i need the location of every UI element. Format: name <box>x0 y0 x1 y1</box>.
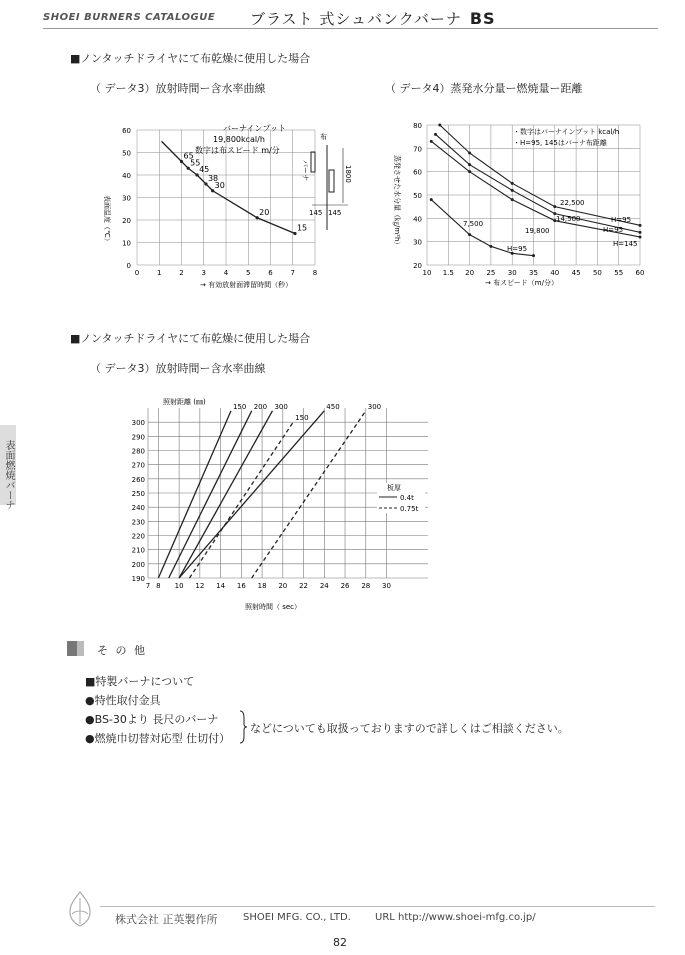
chart1-xtick: 6 <box>268 269 273 277</box>
chart1-xtick: 8 <box>312 269 318 277</box>
chart3-series-label: 150 <box>295 414 309 423</box>
chart3-ytick: 300 <box>131 419 145 428</box>
page-number: 82 <box>333 936 347 949</box>
chart2-xtick: 1.5 <box>442 269 454 277</box>
chart2-point <box>532 254 535 257</box>
chart3-xtick: 22 <box>299 582 309 590</box>
chart2-xtick: 10 <box>422 269 432 277</box>
chart2-point <box>511 189 514 192</box>
chart2-point <box>511 198 514 201</box>
chart1-ytick: 0 <box>126 262 131 270</box>
footer-url: URL http://www.shoei-mfg.co.jp/ <box>375 912 536 923</box>
chart1-point-label: 30 <box>214 180 225 190</box>
chart3-xtick: 30 <box>382 582 391 590</box>
chart3-xtick: 10 <box>174 582 184 590</box>
chart2-point <box>434 133 437 136</box>
chart3-legend-04: 0.4t <box>400 494 414 502</box>
chart3-distance-label: 照射距離 (㎜) <box>163 398 206 406</box>
diagram-burner-top <box>311 152 315 172</box>
chart2-label-h145: H=145 <box>613 240 638 248</box>
chart3-series-label: 200 <box>253 402 268 411</box>
chart3-series-label: 450 <box>326 402 340 411</box>
chart-irradiation <box>115 393 445 618</box>
chart3-series-line <box>179 411 272 578</box>
chart2-point <box>430 198 433 201</box>
page-title <box>250 8 496 29</box>
diagram-burner-label: バーナ <box>301 160 309 181</box>
diagram-w1: 145 <box>309 209 323 217</box>
chart2-ytick: 50 <box>413 192 422 200</box>
chart2-ytick: 30 <box>413 238 422 247</box>
chart3-xtick: 14 <box>216 582 226 590</box>
chart2-series-line <box>436 134 640 232</box>
chart2-point <box>511 182 514 185</box>
chart1-legend-1: バーナインプット <box>223 124 286 133</box>
chart2-xtick: 40 <box>550 269 560 277</box>
chart2-point <box>639 231 642 234</box>
chart3-xtick: 8 <box>156 582 161 590</box>
section2-data3-title: （ データ3）放射時間ー含水率曲線 <box>90 362 266 375</box>
chart1-ytick: 20 <box>122 217 131 225</box>
other-marker-light <box>77 641 84 656</box>
chart2-label-14500: 14,500 <box>556 215 581 223</box>
chart1-legend-3: 数字は布スピード m/分 <box>195 146 280 155</box>
chart2-point <box>553 205 556 208</box>
chart1-xtick: 2 <box>179 269 184 277</box>
chart3-xtick: 7 <box>145 582 151 590</box>
chart3-legend-075: 0.75t <box>400 505 419 513</box>
other-heading: そ の 他 <box>97 644 147 657</box>
diagram-burner-bottom <box>329 170 334 192</box>
chart-drying-time <box>95 115 365 295</box>
chart1-point-label: 38 <box>207 174 219 183</box>
chart3-ytick: 220 <box>131 532 145 541</box>
diagram-cloth-label: 布 <box>320 133 327 141</box>
chart1-points <box>180 152 307 236</box>
other-item-3: ●BS-30より 長尺のバーナ <box>85 713 219 726</box>
chart2-label-7500: 7,500 <box>463 220 484 228</box>
chart1-point-label: 45 <box>199 165 210 174</box>
chart3-ytick: 250 <box>131 490 145 498</box>
product-code: BS <box>469 9 496 28</box>
title-text: ブラスト 式シュバンクバーナ <box>250 10 462 28</box>
header-divider <box>43 28 658 29</box>
chart2-ytick: 80 <box>413 122 422 130</box>
chart1-xtick: 4 <box>223 269 229 277</box>
chart3-xtick: 20 <box>278 582 288 590</box>
chart3-ytick: 240 <box>131 504 145 513</box>
chart3-xtick: 12 <box>195 582 205 590</box>
chart2-point <box>468 163 471 166</box>
chart3-series-line <box>179 411 324 578</box>
chart3-ytick: 280 <box>131 447 145 456</box>
footer-company-en: SHOEI MFG. CO., LTD. <box>243 912 351 923</box>
chart2-legend-2: ・H=95, 145はバーナ布距離 <box>513 139 607 147</box>
chart3-ytick: 270 <box>131 461 145 470</box>
chart1-xtick: 5 <box>246 269 251 277</box>
other-note: などについても取扱っておりますので詳しくはご相談ください。 <box>250 722 569 735</box>
chart2-ylabel: 蒸発させた水分量（㎏/m²h） <box>393 155 401 249</box>
chart2-point <box>438 124 441 127</box>
chart2-xtick: 60 <box>635 269 645 277</box>
chart1-ytick: 10 <box>122 239 131 248</box>
chart3-series-line <box>252 411 366 578</box>
chart2-legend-1: ・数字はバーナインプット kcal/h <box>513 128 620 136</box>
chart2-point <box>468 152 471 155</box>
diagram-w2: 145 <box>328 209 342 217</box>
chart2-xtick: 45 <box>571 269 581 277</box>
chart1-xtick: 1 <box>157 269 162 277</box>
chart2-ytick: 40 <box>413 215 422 224</box>
chart1-ytick: 50 <box>122 149 131 158</box>
other-item-4: ●燃焼巾切替対応型 仕切付） <box>85 732 231 745</box>
company-logo-icon <box>60 890 100 928</box>
chart3-ytick: 260 <box>131 475 145 484</box>
other-item-1: ■特製バーナについて <box>85 675 195 688</box>
chart2-xlabel: → 布スピード（m/分） <box>485 279 558 287</box>
data4-title: （ データ4）蒸発水分量ー燃焼量ー距離 <box>385 82 583 95</box>
chart2-ytick: 20 <box>413 262 422 270</box>
chart1-point-label: 65 <box>183 151 194 161</box>
chart1-xtick: 0 <box>134 269 140 277</box>
chart2-xtick: 20 <box>465 269 475 277</box>
chart1-legend-2: 19,800kcal/h <box>213 135 265 144</box>
data3-title: （ データ3）放射時間ー含水率曲線 <box>90 82 266 95</box>
footer-divider <box>100 906 655 907</box>
chart2-point <box>639 236 642 239</box>
chart3-legend-title: 板厚 <box>387 484 401 492</box>
other-marker <box>67 641 77 656</box>
chart3-ytick: 290 <box>131 433 145 442</box>
chart2-xtick: 35 <box>529 269 538 277</box>
chart2-point <box>430 140 433 143</box>
chart1-ytick: 40 <box>122 172 131 180</box>
chart3-xtick: 26 <box>340 582 350 590</box>
chart1-point-label: 20 <box>259 207 270 217</box>
chart2-label-h95a: H=95 <box>611 216 632 224</box>
chart3-legend <box>377 483 425 513</box>
chart3-series-line <box>169 411 252 578</box>
chart2-xtick: 50 <box>592 269 602 277</box>
chart1-xtick: 7 <box>290 269 295 277</box>
chart1-xlabel: → 有効放射面滞留時間（秒） <box>200 281 293 289</box>
chart3-series <box>158 403 381 578</box>
chart1-point-label: 55 <box>190 158 201 168</box>
catalog-name: SHOEI BURNERS CATALOGUE <box>43 12 216 23</box>
chart1-point-label: 15 <box>296 223 308 233</box>
chart1-xtick: 3 <box>201 269 206 277</box>
side-tab-label: 表面燃焼バーナ <box>3 440 14 510</box>
chart3-ytick: 230 <box>131 518 145 527</box>
chart3-xlabel: 照射時間（ sec） <box>245 603 302 611</box>
chart3-ytick: 190 <box>131 575 145 583</box>
chart3-xtick: 16 <box>236 582 246 590</box>
section1-heading: ■ノンタッチドライヤにて布乾燥に使用した場合 <box>70 52 311 65</box>
chart1-ytick: 60 <box>122 127 131 135</box>
chart3-series-label: 150 <box>232 402 247 411</box>
chart2-label-22500: 22,500 <box>560 199 585 207</box>
chart2-xtick: 25 <box>486 269 496 277</box>
chart2-label-h95b: H=95 <box>603 226 624 234</box>
chart2-ytick: 70 <box>413 145 422 154</box>
chart2-xtick: 30 <box>507 269 517 277</box>
other-item-2: ●特性取付金具 <box>85 694 161 707</box>
chart2-label-19800: 19,800 <box>525 227 550 235</box>
chart3-xtick: 28 <box>361 582 371 590</box>
chart3-ytick: 210 <box>131 546 145 555</box>
chart2-point <box>639 224 642 227</box>
section2-heading: ■ノンタッチドライヤにて布乾燥に使用した場合 <box>70 332 311 345</box>
chart2-point <box>468 170 471 173</box>
chart2-label-h95c: H=95 <box>507 245 528 253</box>
chart-evaporation <box>385 110 670 295</box>
chart2-point <box>489 245 492 248</box>
chart3-series-label: 300 <box>367 402 382 411</box>
chart1-ylabel: 表面温度（℃） <box>103 195 111 245</box>
footer-company: 株式会社 正英製作所 <box>115 913 218 926</box>
chart2-ytick: 60 <box>413 168 422 177</box>
chart3-xtick: 18 <box>257 582 267 590</box>
chart2-point <box>468 233 471 236</box>
chart3-xtick: 24 <box>319 582 329 590</box>
chart3-ytick: 200 <box>131 560 145 569</box>
chart2-xtick: 55 <box>614 269 624 277</box>
other-brace <box>238 710 248 744</box>
chart1-ytick: 30 <box>122 194 131 203</box>
diagram-height: 1800 <box>344 165 352 183</box>
chart3-series-line <box>158 411 231 578</box>
chart3-series-label: 300 <box>274 402 288 411</box>
